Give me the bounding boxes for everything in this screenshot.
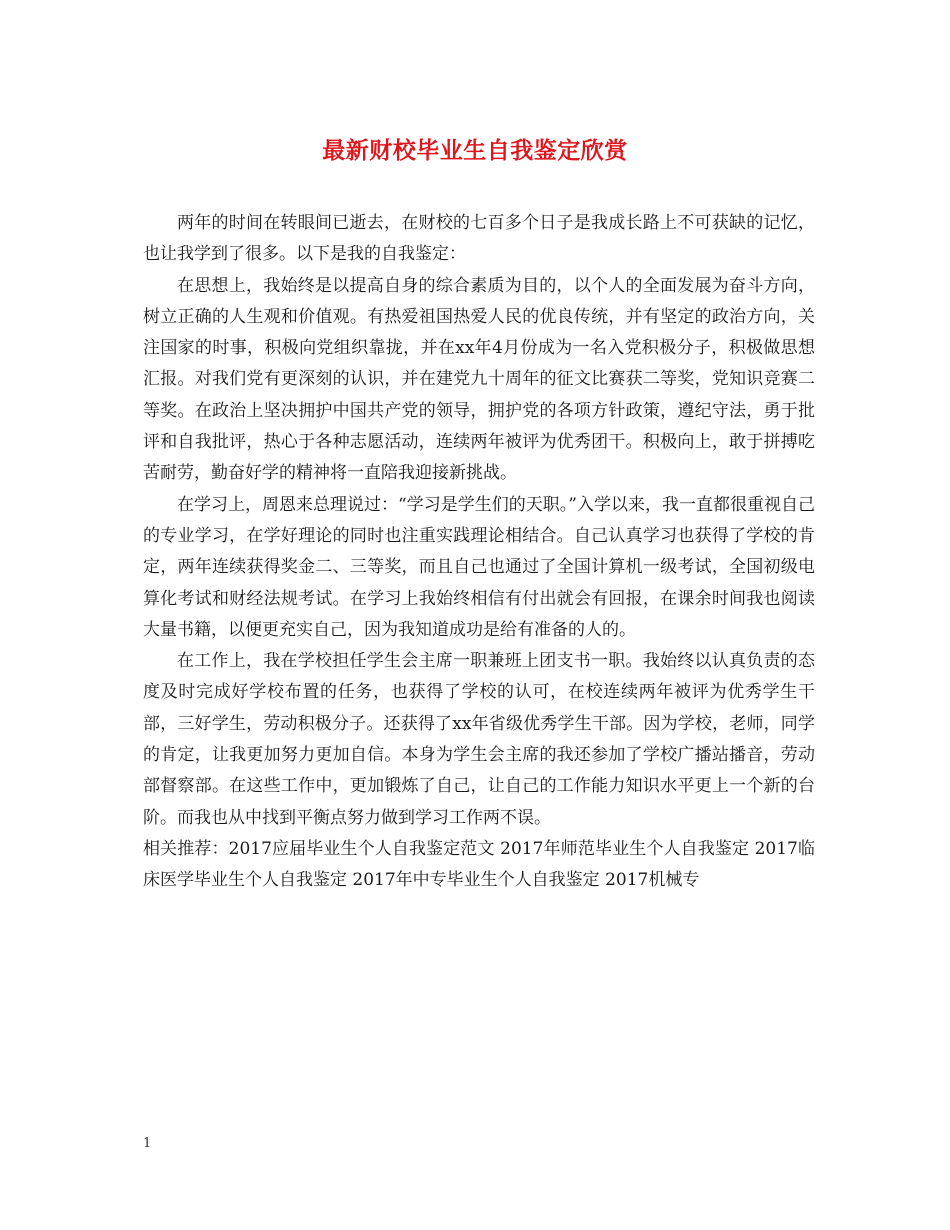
document-body [143,208,815,897]
related-recommendations: 相关推荐：2017应届毕业生个人自我鉴定范文 2017年师范毕业生个人自我鉴定 2017临床医学毕业生个人自我鉴定 2017年中专毕业生个人自我鉴定 2017机械专 [143,838,815,891]
document-title: 最新财校毕业生自我鉴定欣赏 [322,137,628,164]
paragraph-work: 在工作上，我在学校担任学生会主席一职兼班上团支书一职。我始终以认真负责的态度及时完成好学校布置的任务，也获得了学校的认可，在校连续两年被评为优秀学生干部，三好学生，劳动积极分子。还获得了xx年省级优秀学生干部。因为学校，老师，同学的肯定，让我更加努力更加自信。本身为学生会主席的我还参加了学校广播站播音，劳动部督察部。在这些工作中，更加锻炼了自己，让自己的工作能力知识水平更上一个新的台阶。而我也从中找到平衡点努力做到学习工作两不误。 [143,651,815,828]
page-number: 1 [143,1136,152,1151]
paragraph-study: 在学习上，周恩来总理说过：“学习是学生们的天职。”入学以来，我一直都很重视自己的专业学习，在学好理论的同时也注重实践理论相结合。自己认真学习也获得了学校的肯定，两年连续获得奖金二、三等奖，而且自己也通过了全国计算机一级考试，全国初级电算化考试和财经法规考试。在学习上我始终相信有付出就会有回报，在课余时间我也阅读大量书籍，以便更充实自己，因为我知道成功是给有准备的人的。 [143,494,815,640]
paragraph-intro: 两年的时间在转眼间已逝去，在财校的七百多个日子是我成长路上不可获缺的记忆，也让我学到了很多。以下是我的自我鉴定： [143,213,815,265]
paragraph-thought: 在思想上，我始终是以提高自身的综合素质为目的，以个人的全面发展为奋斗方向，树立正确的人生观和价值观。有热爱祖国热爱人民的优良传统，并有坚定的政治方向，关注国家的时事，积极向党组织靠拢，并在xx年4月份成为一名入党积极分子，积极做思想汇报。对我们党有更深刻的认识，并在建党九十周年的征文比赛获二等奖，党知识竞赛二等奖。在政治上坚决拥护中国共产党的领导，拥护党的各项方针政策，遵纪守法，勇于批评和自我批评，热心于各种志愿活动，连续两年被评为优秀团干。积极向上，敢于拼搏吃苦耐劳，勤奋好学的精神将一直陪我迎接新挑战。 [143,275,815,484]
